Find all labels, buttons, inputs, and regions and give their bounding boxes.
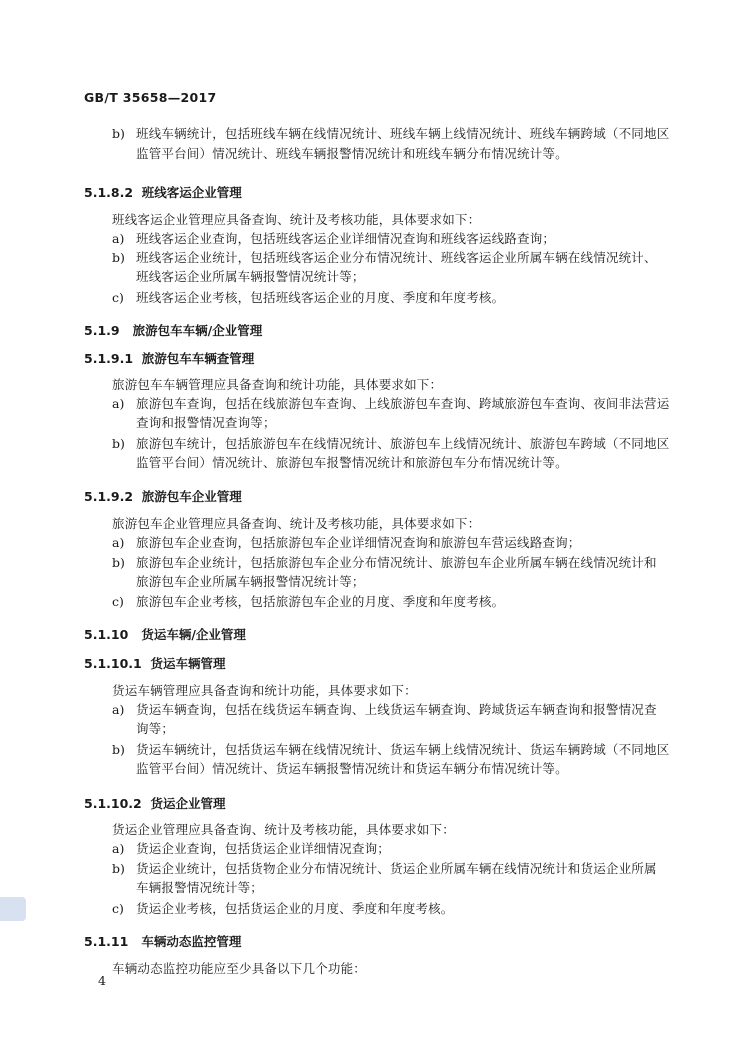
section-number: 5.1.9 [84, 323, 120, 338]
list-label: a) [112, 702, 125, 717]
list-item-text: 监管平台间）情况统计、班线车辆报警情况统计和班线车辆分布情况统计等。 [136, 146, 568, 161]
paragraph: 货运车辆管理应具备查询和统计功能，具体要求如下： [112, 683, 417, 698]
list-item-text: 货运企业查询，包括货运企业详细情况查询； [136, 841, 391, 856]
list-label: b) [112, 250, 125, 265]
paragraph: 旅游包车车辆管理应具备查询和统计功能，具体要求如下： [112, 377, 443, 392]
section-number: 5.1.8.2 [84, 185, 134, 200]
list-label: b) [112, 126, 125, 141]
list-label: b) [112, 555, 125, 570]
list-item-text: 班线客运企业统计，包括班线客运企业分布情况统计、班线客运企业所属车辆在线情况统计、 [136, 250, 657, 265]
list-item-text: 旅游包车企业所属车辆报警情况统计等； [136, 574, 365, 589]
section-title: 货运企业管理 [150, 796, 226, 811]
page-number: 4 [98, 973, 106, 988]
section-heading [84, 932, 241, 950]
list-item-text: 班线客运企业所属车辆报警情况统计等； [136, 269, 365, 284]
section-title: 旅游包车车辆查管理 [141, 351, 255, 366]
list-item-text: 货运车辆统计，包括货运车辆在线情况统计、货运车辆上线情况统计、货运车辆跨域（不同地区 [136, 742, 670, 757]
section-heading [84, 654, 225, 672]
section-title: 班线客运企业管理 [141, 185, 242, 200]
section-heading [84, 183, 242, 201]
list-item-text: 询等； [136, 721, 175, 736]
list-item-text: 班线客运企业查询，包括班线客运企业详细情况查询和班线客运线路查询； [136, 231, 556, 246]
section-title: 旅游包车企业管理 [141, 489, 242, 504]
list-label: b) [112, 861, 125, 876]
section-heading [84, 794, 225, 812]
list-item-text: 班线车辆统计，包括班线车辆在线情况统计、班线车辆上线情况统计、班线车辆跨域（不同地区 [136, 126, 670, 141]
section-number: 5.1.10.2 [84, 796, 142, 811]
list-label: c) [112, 290, 124, 305]
standard-number: GB/T 35658—2017 [84, 90, 217, 105]
list-label: a) [112, 535, 125, 550]
section-number: 5.1.11 [84, 934, 129, 949]
section-heading [84, 625, 246, 643]
list-item-text: 查询和报警情况查询等； [136, 415, 276, 430]
list-item-text: 车辆报警情况统计等； [136, 880, 264, 895]
list-item-text: 货运企业考核，包括货运企业的月度、季度和年度考核。 [136, 901, 454, 916]
list-label: a) [112, 841, 125, 856]
list-item-text: 旅游包车企业统计，包括旅游包车企业分布情况统计、旅游包车企业所属车辆在线情况统计和 [136, 555, 657, 570]
section-number: 5.1.9.2 [84, 489, 134, 504]
list-label: b) [112, 436, 125, 451]
section-heading [84, 349, 254, 367]
section-title: 车辆动态监控管理 [141, 934, 242, 949]
list-item-text: 旅游包车查询，包括在线旅游包车查询、上线旅游包车查询、跨域旅游包车查询、夜间非法营运 [136, 396, 670, 411]
list-item-text: 班线客运企业考核，包括班线客运企业的月度、季度和年度考核。 [136, 290, 505, 305]
section-heading [84, 487, 242, 505]
list-label: a) [112, 231, 125, 246]
section-title: 货运车辆/企业管理 [141, 627, 246, 642]
section-title: 旅游包车车辆/企业管理 [132, 323, 263, 338]
paragraph: 车辆动态监控功能应至少具备以下几个功能： [112, 961, 367, 976]
list-item-text: 监管平台间）情况统计、货运车辆报警情况统计和货运车辆分布情况统计等。 [136, 761, 568, 776]
list-item-text: 货运车辆查询，包括在线货运车辆查询、上线货运车辆查询、跨域货运车辆查询和报警情况查 [136, 702, 657, 717]
scan-edge-mark [0, 897, 26, 921]
section-title: 货运车辆管理 [150, 656, 226, 671]
list-item-text: 监管平台间）情况统计、旅游包车报警情况统计和旅游包车分布情况统计等。 [136, 455, 568, 470]
paragraph: 货运企业管理应具备查询、统计及考核功能，具体要求如下： [112, 822, 455, 837]
paragraph: 旅游包车企业管理应具备查询、统计及考核功能，具体要求如下： [112, 516, 481, 531]
section-heading [84, 321, 262, 339]
list-label: c) [112, 901, 124, 916]
list-item-text: 旅游包车统计，包括旅游包车在线情况统计、旅游包车上线情况统计、旅游包车跨域（不同地区 [136, 436, 670, 451]
section-number: 5.1.9.1 [84, 351, 134, 366]
list-label: a) [112, 396, 125, 411]
list-label: c) [112, 594, 124, 609]
section-number: 5.1.10.1 [84, 656, 142, 671]
list-item-text: 货运企业统计，包括货物企业分布情况统计、货运企业所属车辆在线情况统计和货运企业所属 [136, 861, 657, 876]
list-item-text: 旅游包车企业查询，包括旅游包车企业详细情况查询和旅游包车营运线路查询； [136, 535, 581, 550]
list-label: b) [112, 742, 125, 757]
section-number: 5.1.10 [84, 627, 129, 642]
list-item-text: 旅游包车企业考核，包括旅游包车企业的月度、季度和年度考核。 [136, 594, 505, 609]
paragraph: 班线客运企业管理应具备查询、统计及考核功能，具体要求如下： [112, 212, 481, 227]
